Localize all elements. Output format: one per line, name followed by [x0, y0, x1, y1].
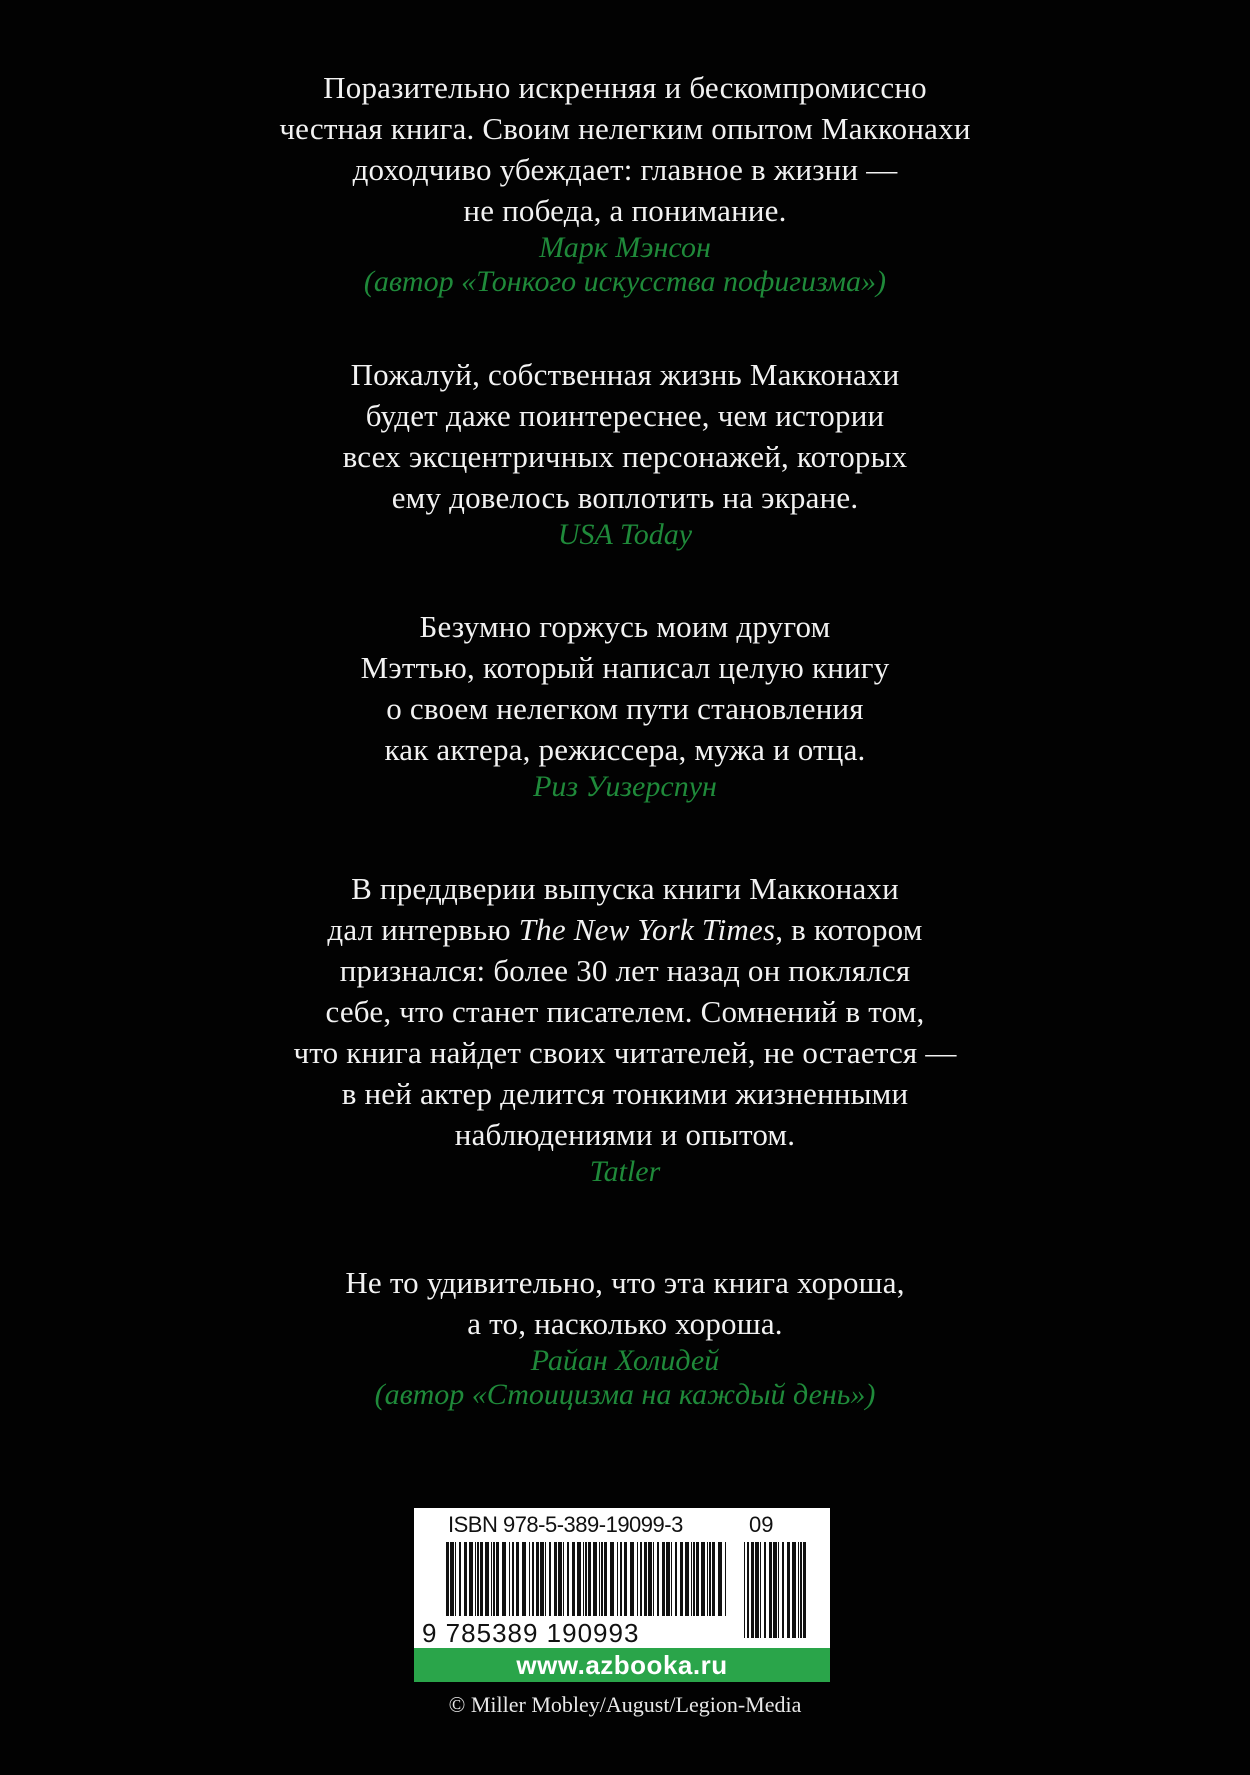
quote-line: будет даже поинтереснее, чем истории	[365, 398, 885, 433]
barcode-bar	[522, 1542, 526, 1616]
barcode-bar	[536, 1542, 539, 1616]
barcode-bar	[747, 1542, 749, 1638]
barcode-bar	[554, 1542, 557, 1616]
barcode-bar	[617, 1542, 618, 1616]
barcode-bar	[691, 1542, 692, 1616]
quote-line: наблюдениями и опытом.	[454, 1117, 796, 1152]
barcode-bar	[485, 1542, 489, 1616]
barcode-bar	[675, 1542, 677, 1616]
quote-line: что книга найдет своих читателей, не остается —	[293, 1035, 957, 1070]
barcode-bar	[529, 1542, 530, 1616]
barcode-bar	[540, 1542, 544, 1616]
barcode-bar	[696, 1542, 699, 1616]
review-quote-2	[0, 354, 1250, 552]
review-quote-4	[0, 868, 1250, 1189]
quote-line: а то, насколько хороша.	[467, 1306, 783, 1341]
isbn-barcode	[414, 1508, 830, 1648]
barcode-bar	[585, 1542, 587, 1616]
barcode-bar	[680, 1542, 683, 1616]
barcode-bar	[755, 1542, 759, 1638]
barcode-bar	[712, 1542, 715, 1616]
barcode-bar	[493, 1542, 495, 1616]
quote-line: признался: более 30 лет назад он поклялся	[339, 953, 911, 988]
barcode-bar	[725, 1542, 726, 1616]
barcode-bar	[800, 1542, 802, 1638]
barcode-bar	[718, 1542, 722, 1616]
quote-line: Мэттью, который написал целую книгу	[360, 650, 890, 685]
quote-line	[0, 909, 1250, 950]
barcode-bar	[657, 1542, 659, 1616]
quote-author: Райан Холидей	[530, 1344, 720, 1377]
quote-author: USA Today	[557, 518, 693, 551]
barcode-bar	[545, 1542, 546, 1616]
barcode-bar	[604, 1542, 607, 1616]
barcode-bar	[624, 1542, 627, 1616]
ean-digits: 9 785389 190993	[422, 1618, 640, 1648]
barcode-bar	[782, 1542, 784, 1638]
quote-line: о своем нелегком пути становления	[386, 691, 864, 726]
barcode-bar	[599, 1542, 600, 1616]
quote-author: Tatler	[589, 1155, 661, 1188]
quote-text: дал интервью	[327, 912, 519, 947]
barcode-bar	[620, 1542, 622, 1616]
barcode-bar	[572, 1542, 575, 1616]
barcode-bar	[469, 1542, 473, 1616]
barcode-bar	[464, 1542, 467, 1616]
quote-line: ему довелось воплотить на экране.	[391, 480, 859, 515]
barcode-bar	[577, 1542, 581, 1616]
quote-line: В преддверии выпуска книги Макконахи	[351, 871, 899, 906]
barcode-bar	[666, 1542, 670, 1616]
barcode-bar	[709, 1542, 711, 1616]
barcode-bar	[798, 1542, 799, 1638]
barcode-bar	[502, 1542, 506, 1616]
barcode-bar	[567, 1542, 569, 1616]
barcode-bar	[450, 1542, 454, 1616]
barcode-bar	[778, 1542, 779, 1638]
photo-credit: © Miller Mobley/August/Legion-Media	[448, 1692, 802, 1717]
quote-author-note: (автор «Стоицизма на каждый день»)	[374, 1378, 876, 1411]
quote-line: Поразительно искренняя и бескомпромиссно	[323, 70, 927, 105]
barcode-bar	[509, 1542, 510, 1616]
barcode-bar	[648, 1542, 652, 1616]
barcode-bar	[760, 1542, 761, 1638]
barcode-bar	[459, 1542, 461, 1616]
quote-line: честная книга. Своим нелегким опытом Макконахи	[279, 111, 971, 146]
barcode-bar	[477, 1542, 479, 1616]
quote-line: Не то удивительно, что эта книга хороша,	[345, 1265, 905, 1300]
barcode-bar	[685, 1542, 689, 1616]
barcode-bar	[693, 1542, 695, 1616]
publisher-website: www.azbooka.ru	[414, 1648, 830, 1682]
review-quote-5	[0, 1262, 1250, 1412]
review-quote-1	[0, 67, 1250, 299]
quote-line: доходчиво убеждает: главное в жизни —	[352, 152, 898, 187]
barcode-bar	[662, 1542, 665, 1616]
quote-author-note: (автор «Тонкого искусства пофигизма»)	[363, 265, 887, 298]
barcode-bar	[563, 1542, 564, 1616]
barcode-bar	[496, 1542, 499, 1616]
barcode-bar	[549, 1542, 551, 1616]
quote-line: всех эксцентричных персонажей, которых	[342, 439, 908, 474]
review-quote-3	[0, 606, 1250, 804]
barcode-bar	[455, 1542, 456, 1616]
barcode-bar	[630, 1542, 634, 1616]
barcode-bar	[516, 1542, 519, 1616]
barcode-bar	[610, 1542, 614, 1616]
newspaper-title: The New York Times	[518, 912, 776, 947]
barcode-bar	[707, 1542, 708, 1616]
quote-line: в ней актер делится тонкими жизненными	[341, 1076, 909, 1111]
barcode-bar	[751, 1542, 754, 1638]
barcode-bar	[512, 1542, 514, 1616]
barcode-bar	[532, 1542, 534, 1616]
quote-line: себе, что станет писателем. Сомнений в том,	[325, 994, 925, 1029]
barcode-bar	[637, 1542, 638, 1616]
quote-text: , в котором	[775, 912, 923, 947]
barcode-bar	[593, 1542, 597, 1616]
quote-line: как актера, режиссера, мужа и отца.	[384, 732, 866, 767]
barcode-bar	[588, 1542, 591, 1616]
barcode-addon: 09	[749, 1512, 774, 1537]
barcode-bar	[792, 1542, 796, 1638]
barcode-bar	[475, 1542, 476, 1616]
barcode-bar	[769, 1542, 772, 1638]
quote-line: Безумно горжусь моим другом	[419, 609, 831, 644]
barcode-bar	[491, 1542, 492, 1616]
quote-line: Пожалуй, собственная жизнь Макконахи	[350, 357, 900, 392]
barcode-bar	[653, 1542, 654, 1616]
barcode-bar	[787, 1542, 790, 1638]
barcode-bar	[640, 1542, 642, 1616]
barcode-bar	[764, 1542, 766, 1638]
barcode-bar	[644, 1542, 647, 1616]
barcode-bar	[480, 1542, 483, 1616]
quote-line: не победа, а понимание.	[463, 193, 787, 228]
barcode-bar	[744, 1542, 745, 1638]
quote-author: Риз Уизерспун	[533, 770, 717, 803]
isbn-label: ISBN 978-5-389-19099-3	[448, 1512, 683, 1537]
barcode-bar	[701, 1542, 705, 1616]
barcode-bar	[601, 1542, 603, 1616]
barcode-bar	[583, 1542, 584, 1616]
barcode-bar	[671, 1542, 672, 1616]
barcode-bar	[803, 1542, 806, 1638]
quote-author: Марк Мэнсон	[539, 231, 711, 264]
barcode-bar	[773, 1542, 777, 1638]
barcode-bar	[446, 1542, 449, 1616]
barcode-bar	[558, 1542, 562, 1616]
